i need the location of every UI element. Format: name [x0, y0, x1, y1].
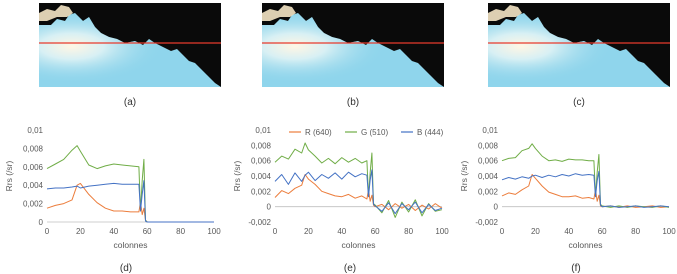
x-tick-label: 20	[303, 227, 313, 236]
x-tick-label: 0	[499, 227, 505, 236]
chart-d	[0, 122, 222, 262]
y-tick-label: 0,008	[477, 141, 498, 151]
legend-item	[401, 128, 444, 137]
chart-svg	[228, 122, 450, 262]
y-tick-label: 0	[493, 202, 498, 212]
x-tick-label: 20	[75, 227, 85, 236]
x-axis-title: colonnes	[341, 240, 376, 250]
x-tick-label: 60	[597, 227, 607, 236]
y-tick-label: 0,006	[477, 156, 498, 166]
legend-label: B (444)	[417, 128, 444, 137]
x-tick-label: 100	[435, 227, 449, 236]
y-tick-label: 0,01	[255, 126, 271, 135]
y-tick-label: 0,002	[250, 187, 271, 197]
y-tick-label: 0,004	[22, 181, 43, 191]
x-tick-label: 40	[564, 227, 574, 236]
legend-label: R (640)	[305, 128, 332, 137]
chart-svg	[0, 122, 222, 262]
x-tick-label: 60	[142, 227, 152, 236]
x-tick-label: 0	[272, 227, 278, 236]
legend-item	[345, 128, 388, 137]
series-line-3	[502, 171, 669, 207]
series-line-2	[275, 143, 442, 217]
panel-label-f: (f)	[571, 263, 581, 274]
legend-item	[289, 128, 332, 137]
x-axis-title: colonnes	[113, 240, 148, 250]
y-tick-label: -0,002	[475, 218, 498, 227]
chart-f	[455, 122, 677, 262]
y-tick-label: 0,004	[250, 172, 271, 181]
x-tick-label: 60	[370, 227, 380, 236]
y-tick-label: 0,01	[27, 126, 43, 135]
y-tick-label: -0,002	[248, 218, 271, 227]
x-tick-label: 40	[337, 227, 347, 236]
series-line-1	[502, 175, 669, 208]
y-axis-title: Rrs (/sr)	[459, 160, 469, 192]
x-tick-label: 80	[404, 227, 414, 236]
legend-label: G (510)	[361, 128, 389, 137]
y-tick-label: 0,002	[477, 187, 498, 197]
series-line-3	[47, 181, 214, 222]
y-tick-label: 0,008	[22, 144, 43, 154]
panel-label-a: (a)	[123, 97, 137, 108]
y-axis-title: Rrs (/sr)	[4, 160, 14, 192]
chart-svg	[455, 122, 677, 262]
y-tick-label: 0,002	[22, 199, 43, 209]
image-panel-c	[488, 3, 670, 87]
x-axis-title: colonnes	[568, 240, 603, 250]
y-tick-label: 0	[38, 218, 43, 227]
panel-label-c: (c)	[573, 97, 585, 108]
x-tick-label: 40	[109, 227, 119, 236]
y-tick-label: 0,006	[250, 156, 271, 166]
y-tick-label: 0,008	[250, 141, 271, 151]
x-tick-label: 80	[176, 227, 186, 236]
series-line-1	[47, 183, 214, 222]
x-tick-label: 0	[44, 227, 50, 236]
y-tick-label: 0	[266, 202, 271, 212]
y-tick-label: 0,01	[482, 126, 498, 135]
x-tick-label: 80	[631, 227, 641, 236]
chart-e	[228, 122, 450, 262]
y-tick-label: 0,004	[477, 172, 498, 181]
x-tick-label: 100	[207, 227, 221, 236]
panel-label-d: (d)	[119, 263, 133, 274]
panel-label-b: (b)	[346, 97, 360, 108]
image-panel-a	[39, 3, 221, 87]
y-axis-title: Rrs (/sr)	[232, 160, 242, 192]
image-panel-b	[262, 3, 444, 87]
y-tick-label: 0,006	[22, 162, 43, 172]
x-tick-label: 100	[662, 227, 676, 236]
x-tick-label: 20	[530, 227, 540, 236]
panel-label-e: (e)	[343, 263, 357, 274]
